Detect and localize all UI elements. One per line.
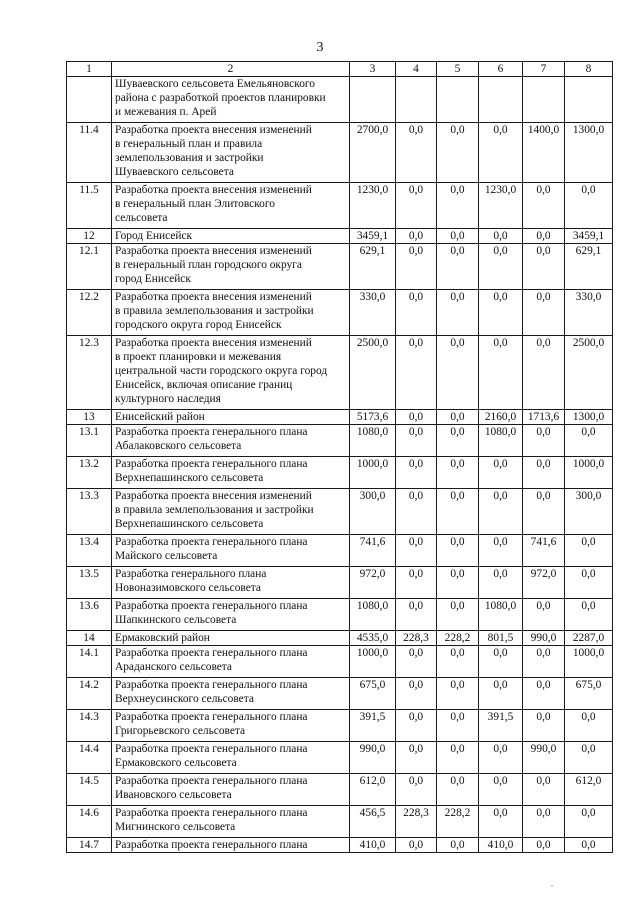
table-row [67, 183, 613, 229]
row-description: Разработка генерального плана Новоназимовского сельсовета [112, 567, 350, 599]
row-description: Разработка проекта генерального плана Ивановского сельсовета [112, 774, 350, 806]
row-number: 14.3 [67, 710, 112, 742]
value-cell: 612,0 [350, 774, 396, 806]
value-cell: 0,0 [523, 806, 565, 838]
row-number: 13.3 [67, 489, 112, 535]
value-cell: 0,0 [479, 489, 523, 535]
value-cell: 0,0 [437, 774, 479, 806]
value-cell: 0,0 [523, 646, 565, 678]
row-number: 13.1 [67, 425, 112, 457]
row-description: Разработка проекта генерального плана Григорьевского сельсовета [112, 710, 350, 742]
value-cell: 0,0 [396, 244, 437, 290]
value-cell: 1080,0 [479, 425, 523, 457]
row-description: Разработка проекта генерального плана [112, 838, 350, 853]
table-body [67, 62, 613, 853]
value-cell: 2700,0 [350, 123, 396, 183]
value-cell: 0,0 [479, 742, 523, 774]
value-cell: 0,0 [396, 425, 437, 457]
value-cell: 741,6 [523, 535, 565, 567]
value-cell: 2500,0 [565, 336, 613, 410]
value-cell: 0,0 [437, 646, 479, 678]
value-cell: 0,0 [437, 599, 479, 631]
header-cell: 7 [523, 62, 565, 77]
value-cell: 0,0 [479, 229, 523, 244]
value-cell: 0,0 [523, 425, 565, 457]
row-description: Разработка проекта внесения изменений в правила землепользования и застройки Верхнепашинского сельсовета [112, 489, 350, 535]
value-cell: 0,0 [437, 244, 479, 290]
value-cell: 0,0 [396, 229, 437, 244]
value-cell: 0,0 [479, 646, 523, 678]
table-row [67, 806, 613, 838]
row-number: 11.4 [67, 123, 112, 183]
table-row [67, 457, 613, 489]
row-number: 13.2 [67, 457, 112, 489]
row-description: Разработка проекта генерального плана Мигнинского сельсовета [112, 806, 350, 838]
row-number: 11.5 [67, 183, 112, 229]
value-cell: 0,0 [437, 489, 479, 535]
value-cell: 228,3 [396, 806, 437, 838]
row-description: Разработка проекта внесения изменений в проект планировки и межевания центральной части городского округа город Енисейск, включая описание границ культурного наследия [112, 336, 350, 410]
value-cell: 300,0 [350, 489, 396, 535]
row-number: 14.6 [67, 806, 112, 838]
row-number: 12.1 [67, 244, 112, 290]
value-cell: 0,0 [437, 229, 479, 244]
value-cell: 0,0 [437, 410, 479, 425]
value-cell: 0,0 [437, 457, 479, 489]
row-number: 13 [67, 410, 112, 425]
value-cell: 0,0 [523, 838, 565, 853]
value-cell: 0,0 [396, 710, 437, 742]
value-cell: 2287,0 [565, 631, 613, 646]
table-row [67, 244, 613, 290]
value-cell: 0,0 [523, 457, 565, 489]
table-row [67, 838, 613, 853]
value-cell: 0,0 [437, 535, 479, 567]
value-cell [437, 77, 479, 123]
value-cell: 0,0 [565, 183, 613, 229]
row-number: 12 [67, 229, 112, 244]
value-cell: 801,5 [479, 631, 523, 646]
value-cell: 741,6 [350, 535, 396, 567]
value-cell [350, 77, 396, 123]
value-cell: 0,0 [396, 457, 437, 489]
table-row [67, 742, 613, 774]
value-cell: 0,0 [565, 742, 613, 774]
value-cell: 675,0 [350, 678, 396, 710]
row-description: Разработка проекта внесения изменений в генеральный план Элитовского сельсовета [112, 183, 350, 229]
value-cell: 1230,0 [479, 183, 523, 229]
value-cell: 990,0 [350, 742, 396, 774]
value-cell: 0,0 [437, 290, 479, 336]
table-row [67, 123, 613, 183]
table-row [67, 336, 613, 410]
value-cell: 0,0 [523, 336, 565, 410]
row-number: 14.5 [67, 774, 112, 806]
value-cell: 0,0 [396, 336, 437, 410]
value-cell: 990,0 [523, 631, 565, 646]
value-cell: 612,0 [565, 774, 613, 806]
value-cell: 0,0 [479, 336, 523, 410]
value-cell: 1080,0 [479, 599, 523, 631]
row-number: 14 [67, 631, 112, 646]
value-cell: 3459,1 [565, 229, 613, 244]
value-cell: 0,0 [565, 710, 613, 742]
row-number: 14.2 [67, 678, 112, 710]
row-description: Город Енисейск [112, 229, 350, 244]
value-cell: 675,0 [565, 678, 613, 710]
value-cell: 1080,0 [350, 599, 396, 631]
value-cell: 0,0 [523, 244, 565, 290]
value-cell: 1000,0 [350, 457, 396, 489]
value-cell: 0,0 [396, 774, 437, 806]
value-cell: 0,0 [523, 183, 565, 229]
row-description: Разработка проекта генерального плана Ермаковского сельсовета [112, 742, 350, 774]
value-cell: 4535,0 [350, 631, 396, 646]
value-cell: 0,0 [523, 290, 565, 336]
value-cell: 0,0 [479, 774, 523, 806]
value-cell: 1230,0 [350, 183, 396, 229]
table-row [67, 631, 613, 646]
row-description: Разработка проекта генерального плана Верхнеусинского сельсовета [112, 678, 350, 710]
value-cell: 972,0 [350, 567, 396, 599]
row-number: 12.3 [67, 336, 112, 410]
row-number: 12.2 [67, 290, 112, 336]
table-row [67, 774, 613, 806]
value-cell: 0,0 [479, 567, 523, 599]
value-cell: 2160,0 [479, 410, 523, 425]
table-row [67, 425, 613, 457]
row-number: 14.1 [67, 646, 112, 678]
value-cell: 1000,0 [350, 646, 396, 678]
value-cell: 1000,0 [565, 646, 613, 678]
value-cell: 0,0 [437, 710, 479, 742]
value-cell: 0,0 [479, 535, 523, 567]
header-cell: 1 [67, 62, 112, 77]
value-cell: 0,0 [523, 599, 565, 631]
value-cell: 5173,6 [350, 410, 396, 425]
value-cell: 300,0 [565, 489, 613, 535]
value-cell: 0,0 [396, 535, 437, 567]
value-cell: 0,0 [437, 183, 479, 229]
table-row [67, 229, 613, 244]
row-description: Шуваевского сельсовета Емельяновского района с разработкой проектов планировки и межевания п. Арей [112, 77, 350, 123]
budget-table [66, 61, 613, 853]
header-cell: 6 [479, 62, 523, 77]
row-number: 14.7 [67, 838, 112, 853]
value-cell: 0,0 [523, 774, 565, 806]
value-cell: 0,0 [437, 838, 479, 853]
value-cell: 0,0 [396, 290, 437, 336]
row-number [67, 77, 112, 123]
row-number: 14.4 [67, 742, 112, 774]
value-cell: 228,3 [396, 631, 437, 646]
value-cell: 0,0 [565, 806, 613, 838]
value-cell: 0,0 [523, 678, 565, 710]
value-cell: 1713,6 [523, 410, 565, 425]
value-cell: 1300,0 [565, 123, 613, 183]
value-cell: 0,0 [396, 183, 437, 229]
row-description: Разработка проекта генерального плана Араданского сельсовета [112, 646, 350, 678]
value-cell: 0,0 [479, 457, 523, 489]
page-number: 3 [316, 40, 324, 55]
table-row [67, 290, 613, 336]
value-cell: 391,5 [350, 710, 396, 742]
value-cell: 391,5 [479, 710, 523, 742]
header-cell: 2 [112, 62, 350, 77]
value-cell [479, 77, 523, 123]
value-cell: 228,2 [437, 631, 479, 646]
value-cell: 0,0 [565, 535, 613, 567]
header-cell: 8 [565, 62, 613, 77]
value-cell: 0,0 [565, 425, 613, 457]
value-cell: 1000,0 [565, 457, 613, 489]
value-cell: 0,0 [565, 599, 613, 631]
value-cell: 0,0 [565, 567, 613, 599]
value-cell: 0,0 [396, 123, 437, 183]
value-cell [565, 77, 613, 123]
value-cell: 0,0 [523, 229, 565, 244]
header-row [67, 62, 613, 77]
value-cell [523, 77, 565, 123]
row-description: Разработка проекта генерального плана Верхнепашинского сельсовета [112, 457, 350, 489]
value-cell: 0,0 [523, 710, 565, 742]
value-cell: 0,0 [396, 567, 437, 599]
value-cell: 410,0 [479, 838, 523, 853]
table-row [67, 489, 613, 535]
value-cell: 990,0 [523, 742, 565, 774]
header-cell: 4 [396, 62, 437, 77]
table-row [67, 678, 613, 710]
value-cell: 0,0 [437, 425, 479, 457]
value-cell: 0,0 [396, 599, 437, 631]
value-cell: 0,0 [437, 336, 479, 410]
value-cell: 1400,0 [523, 123, 565, 183]
value-cell: 0,0 [396, 646, 437, 678]
value-cell: 330,0 [565, 290, 613, 336]
row-description: Разработка проекта внесения изменений в правила землепользования и застройки городского округа город Енисейск [112, 290, 350, 336]
value-cell: 0,0 [479, 678, 523, 710]
value-cell: 0,0 [437, 567, 479, 599]
value-cell: 330,0 [350, 290, 396, 336]
value-cell: 0,0 [479, 806, 523, 838]
row-description: Разработка проекта внесения изменений в генеральный план и правила землепользования и застройки Шуваевского сельсовета [112, 123, 350, 183]
value-cell: 0,0 [396, 838, 437, 853]
value-cell: 629,1 [350, 244, 396, 290]
value-cell: 0,0 [479, 123, 523, 183]
value-cell: 3459,1 [350, 229, 396, 244]
value-cell: 0,0 [565, 838, 613, 853]
value-cell: 0,0 [396, 742, 437, 774]
value-cell: 0,0 [396, 410, 437, 425]
value-cell: 629,1 [565, 244, 613, 290]
value-cell: 0,0 [479, 244, 523, 290]
value-cell: 0,0 [396, 489, 437, 535]
row-description: Енисейский район [112, 410, 350, 425]
value-cell: 228,2 [437, 806, 479, 838]
row-description: Разработка проекта внесения изменений в генеральный план городского округа город Енисейск [112, 244, 350, 290]
row-description: Разработка проекта генерального плана Майского сельсовета [112, 535, 350, 567]
table-row [67, 410, 613, 425]
scan-speck [551, 885, 553, 887]
header-cell: 3 [350, 62, 396, 77]
header-cell: 5 [437, 62, 479, 77]
table-row [67, 567, 613, 599]
row-number: 13.5 [67, 567, 112, 599]
row-description: Разработка проекта генерального плана Шапкинского сельсовета [112, 599, 350, 631]
value-cell [396, 77, 437, 123]
row-number: 13.4 [67, 535, 112, 567]
row-description: Ермаковский район [112, 631, 350, 646]
value-cell: 410,0 [350, 838, 396, 853]
value-cell: 456,5 [350, 806, 396, 838]
table-row [67, 646, 613, 678]
table-row [67, 535, 613, 567]
value-cell: 1080,0 [350, 425, 396, 457]
value-cell: 0,0 [479, 290, 523, 336]
value-cell: 972,0 [523, 567, 565, 599]
value-cell: 0,0 [437, 742, 479, 774]
value-cell: 0,0 [396, 678, 437, 710]
table-row [67, 77, 613, 123]
table-row [67, 599, 613, 631]
value-cell: 0,0 [437, 123, 479, 183]
value-cell: 0,0 [523, 489, 565, 535]
table-row [67, 710, 613, 742]
value-cell: 1300,0 [565, 410, 613, 425]
row-number: 13.6 [67, 599, 112, 631]
value-cell: 0,0 [437, 678, 479, 710]
value-cell: 2500,0 [350, 336, 396, 410]
row-description: Разработка проекта генерального плана Абалаковского сельсовета [112, 425, 350, 457]
